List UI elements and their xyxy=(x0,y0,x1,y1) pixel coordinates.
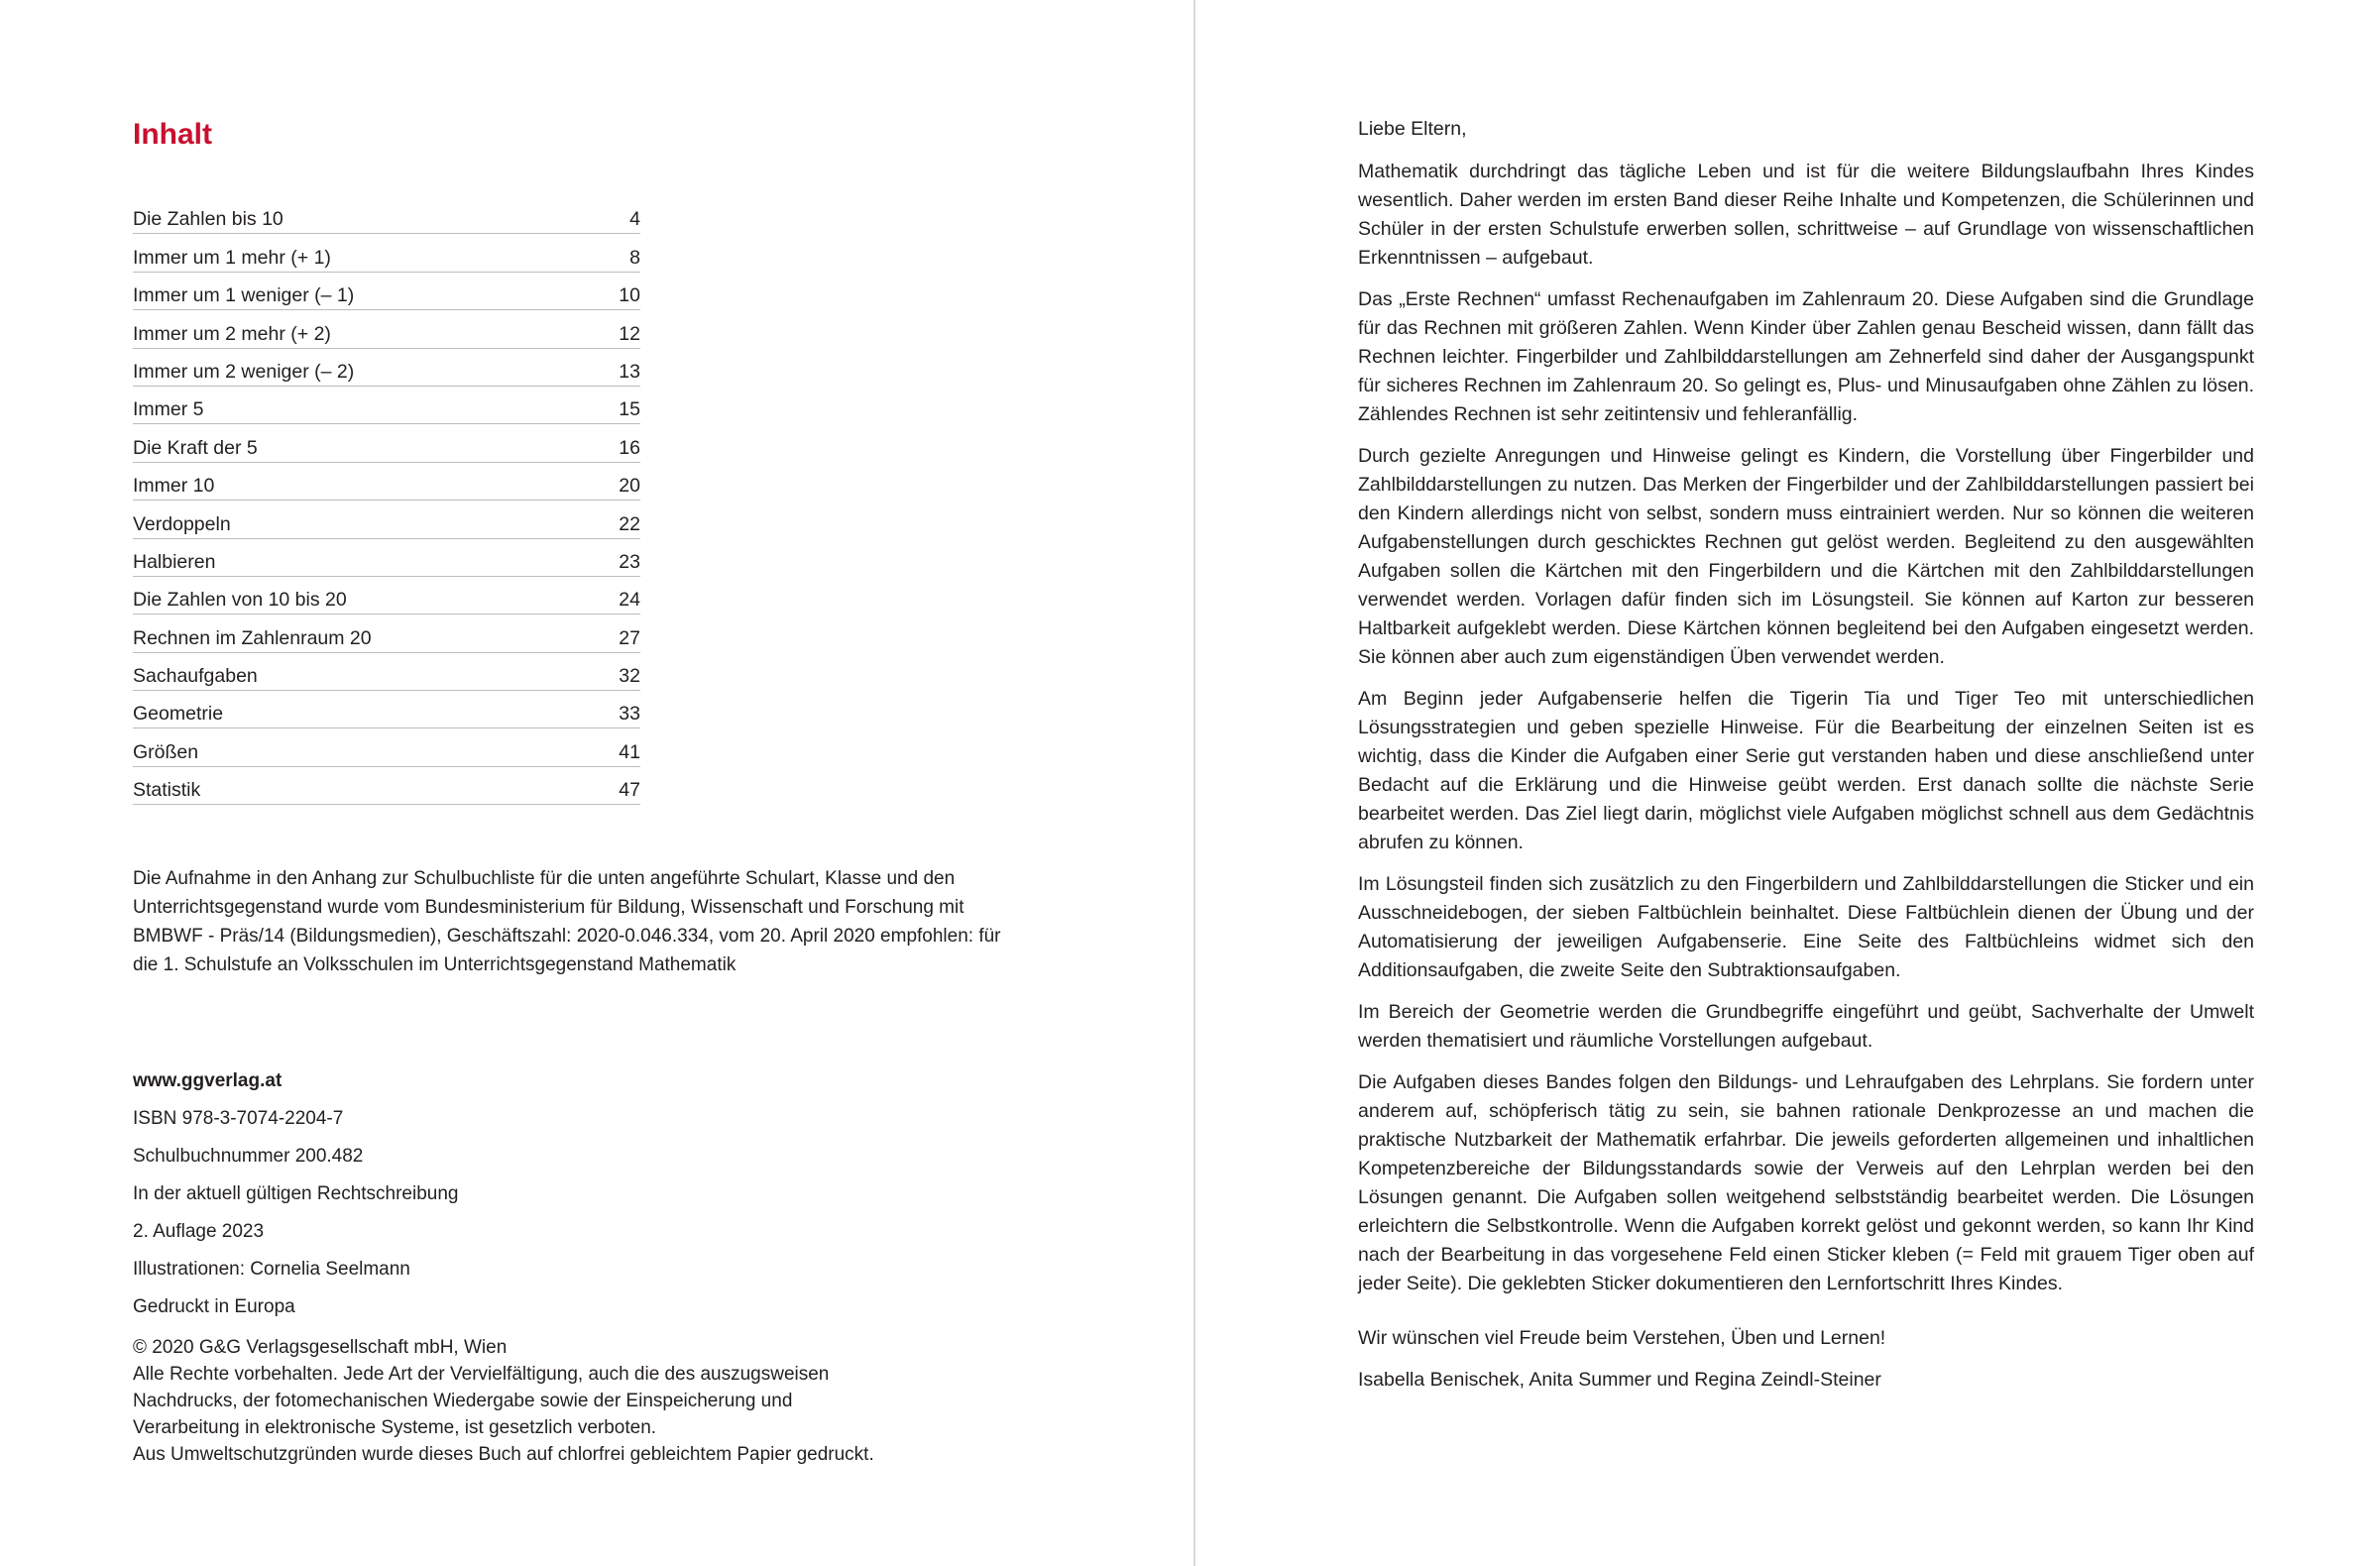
letter-authors: Isabella Benischek, Anita Summer und Regina Zeindl-Steiner xyxy=(1358,1369,1881,1391)
copyright-block xyxy=(133,1334,1025,1468)
toc-row xyxy=(133,273,640,310)
toc-row xyxy=(133,387,640,424)
approval-notice: Die Aufnahme in den Anhang zur Schulbuchliste für die unten angeführte Schulart, Klasse und den Unterrichtsgegenstand wurde vom Bundesministerium für Bildung, Wissenschaft und Forschung mit BMBWF - Präs/14 (Bildungsmedien), Geschäftszahl: 2020-0.046.334, vom 20. April 2020 empfohlen: für die 1. Schulstufe an Volksschulen im Unterrichtsgegenstand Mathematik xyxy=(133,868,1001,975)
page-spine xyxy=(1193,0,1195,1566)
print-location: Gedruckt in Europa xyxy=(133,1296,295,1317)
toc-entry-label: Die Zahlen bis 10 xyxy=(133,208,283,231)
letter-paragraph: Im Lösungsteil finden sich zusätzlich zu den Fingerbildern und Zahlbilddarstellungen die Sticker und ein Ausschneidebogen, der sieben Faltbüchlein beinhaltet. Diese Faltbüchlein dienen der Übung und der Automatisierung der jeweiligen Aufgabenserie. Eine Seite des Faltbüchleins widmet sich den Additionsaufgaben, die zweite Seite den Subtraktionsaufgaben. xyxy=(1358,873,2254,981)
toc-entry-label: Rechnen im Zahlenraum 20 xyxy=(133,626,372,649)
toc-row xyxy=(133,349,640,387)
toc-entry-page: 16 xyxy=(619,436,640,459)
illustrator: Illustrationen: Cornelia Seelmann xyxy=(133,1259,410,1280)
toc-entry-page: 32 xyxy=(619,665,640,688)
parents-letter xyxy=(1358,115,2254,1407)
toc-entry-label: Halbieren xyxy=(133,550,216,573)
toc-row xyxy=(133,577,640,615)
letter-paragraph: Die Aufgaben dieses Bandes folgen den Bildungs- und Lehraufgaben des Lehrplans. Sie fordern unter anderem auf, schöpferisch tätig zu sein, sie bahnen rationale Denkprozesse an und machen die praktische Nutzbarkeit der Mathematik erfahrbar. Die jeweils geforderten allgemeinen und inhaltlichen Kompetenzbereiche der Bildungsstandards sowie der Verweis auf den Lehrplan werden bei den Lösungen genannt. Die Aufgaben sollen weitgehend selbstständig bearbeitet werden. Die Lösungen erleichtern die Selbstkontrolle. Wenn die Aufgaben korrekt gelöst und gekonnt werden, so kann Ihr Kind nach der Bearbeitung in das vorgesehene Feld einen Sticker kleben (= Feld mit grauem Tiger oben auf jeder Seite). Die geklebten Sticker dokumentieren den Lernfortschritt Ihres Kindes. xyxy=(1358,1071,2254,1294)
toc-row xyxy=(133,691,640,728)
letter-salutation: Liebe Eltern, xyxy=(1358,118,1467,140)
toc-entry-page: 15 xyxy=(619,398,640,421)
edition: 2. Auflage 2023 xyxy=(133,1221,265,1242)
toc-entry-page: 8 xyxy=(629,246,640,269)
toc-entry-label: Immer um 2 weniger (– 2) xyxy=(133,360,355,383)
toc-row xyxy=(133,728,640,766)
letter-closing: Wir wünschen viel Freude beim Verstehen, Üben und Lernen! xyxy=(1358,1327,1886,1349)
toc-row xyxy=(133,653,640,691)
toc-entry-label: Statistik xyxy=(133,779,201,802)
toc-entry-label: Immer 10 xyxy=(133,475,215,498)
toc-entry-page: 27 xyxy=(619,626,640,649)
table-of-contents xyxy=(133,196,640,805)
letter-paragraph: Am Beginn jeder Aufgabenserie helfen die Tigerin Tia und Tiger Teo mit unterschiedlichen Lösungsstrategien und geben spezielle Hinweise. Für die Bearbeitung der einzelnen Seiten ist es wichtig, dass die Kinder die Aufgaben einer Serie gut verstanden haben und diese anschließend unter Bedacht auf die Erklärung und die Hinweise geübt werden. Erst danach sollte die nächste Serie bearbeitet werden. Das Ziel liegt darin, möglichst viele Aufgaben möglichst schnell aus dem Gedächtnis abrufen zu können. xyxy=(1358,688,2254,853)
copyright: © 2020 G&G Verlagsgesellschaft mbH, Wien xyxy=(133,1337,508,1358)
toc-row xyxy=(133,539,640,577)
toc-entry-label: Immer um 1 mehr (+ 1) xyxy=(133,246,331,269)
letter-paragraph: Das „Erste Rechnen“ umfasst Rechenaufgaben im Zahlenraum 20. Diese Aufgaben sind die Grundlage für das Rechnen mit größeren Zahlen. Wenn Kinder über Zahlen genau Bescheid wissen, dann fällt das Rechnen leichter. Fingerbilder und Zahlbilddarstellungen am Zehnerfeld sind daher der Ausgangspunkt für sicheres Rechnen im Zahlenraum 20. So gelingt es, Plus- und Minusaufgaben ohne Zählen zu lösen. Zählendes Rechnen ist sehr zeitintensiv und fehleranfällig. xyxy=(1358,288,2254,425)
toc-row xyxy=(133,234,640,272)
toc-row xyxy=(133,463,640,501)
toc-row xyxy=(133,310,640,348)
toc-entry-label: Immer um 1 weniger (– 1) xyxy=(133,284,355,307)
spelling-note: In der aktuell gültigen Rechtschreibung xyxy=(133,1183,459,1204)
toc-row xyxy=(133,615,640,652)
isbn: ISBN 978-3-7074-2204-7 xyxy=(133,1108,344,1129)
toc-entry-page: 47 xyxy=(619,779,640,802)
rights-notice: Alle Rechte vorbehalten. Jede Art der Vervielfältigung, auch die des auszugsweisen Nachdrucks, der fotomechanischen Wiedergabe sowie der Einspeicherung und Verarbeitung in elektronische Systeme, ist gesetzlich verboten. xyxy=(133,1364,830,1438)
toc-entry-label: Verdoppeln xyxy=(133,512,231,535)
toc-entry-page: 23 xyxy=(619,550,640,573)
toc-row xyxy=(133,501,640,538)
toc-entry-page: 4 xyxy=(629,208,640,231)
toc-row xyxy=(133,424,640,462)
toc-entry-page: 12 xyxy=(619,322,640,345)
publisher-website[interactable]: www.ggverlag.at xyxy=(133,1070,283,1091)
toc-entry-page: 33 xyxy=(619,703,640,726)
toc-entry-page: 22 xyxy=(619,512,640,535)
imprint xyxy=(133,1070,1025,1468)
environment-notice: Aus Umweltschutzgründen wurde dieses Buch auf chlorfrei gebleichtem Papier gedruckt. xyxy=(133,1444,874,1465)
toc-row xyxy=(133,767,640,805)
letter-paragraph: Im Bereich der Geometrie werden die Grundbegriffe eingeführt und geübt, Sachverhalte der Umwelt werden thematisiert und räumliche Vorstellungen aufgebaut. xyxy=(1358,1001,2254,1052)
toc-row xyxy=(133,196,640,234)
toc-entry-page: 10 xyxy=(619,284,640,307)
toc-entry-label: Die Kraft der 5 xyxy=(133,436,258,459)
toc-entry-label: Immer 5 xyxy=(133,398,204,421)
toc-entry-label: Die Zahlen von 10 bis 20 xyxy=(133,589,347,612)
toc-entry-page: 24 xyxy=(619,589,640,612)
toc-entry-page: 20 xyxy=(619,475,640,498)
toc-entry-label: Geometrie xyxy=(133,703,224,726)
letter-paragraph: Durch gezielte Anregungen und Hinweise gelingt es Kindern, die Vorstellung über Fingerbilder und Zahlbilddarstellungen zu nutzen. Das Merken der Fingerbilder und der Zahlbilddarstellungen passiert bei den Kindern allerdings nicht von selbst, sondern muss eintrainiert werden. Nur so können die weiteren Aufgabenstellungen durch geschicktes Rechnen gut gelöst werden. Begleitend zu den ausgewählten Aufgaben sollen die Kärtchen mit den Fingerbildern und die Kärtchen mit den Zahlbilddarstellungen verwendet werden. Vorlagen dafür finden sich im Lösungsteil. Sie können auf Karton zur besseren Haltbarkeit aufgeklebt werden. Diese Kärtchen können begleitend bei den Aufgaben eingesetzt werden. Sie können aber auch zum eigenständigen Üben verwendet werden. xyxy=(1358,445,2254,668)
toc-entry-page: 13 xyxy=(619,360,640,383)
schoolbook-number: Schulbuchnummer 200.482 xyxy=(133,1146,364,1167)
toc-entry-label: Sachaufgaben xyxy=(133,665,258,688)
toc-entry-label: Größen xyxy=(133,740,199,763)
toc-entry-page: 41 xyxy=(619,740,640,763)
letter-paragraph: Mathematik durchdringt das tägliche Leben und ist für die weitere Bildungslaufbahn Ihres Kindes wesentlich. Daher werden im ersten Band dieser Reihe Inhalte und Kompetenzen, die Schülerinnen und Schüler in der ersten Schulstufe erwerben sollen, schrittweise – auf Grundlage von wissenschaftlichen Erkenntnissen – aufgebaut. xyxy=(1358,161,2254,269)
toc-entry-label: Immer um 2 mehr (+ 2) xyxy=(133,322,331,345)
toc-title: Inhalt xyxy=(133,118,212,151)
